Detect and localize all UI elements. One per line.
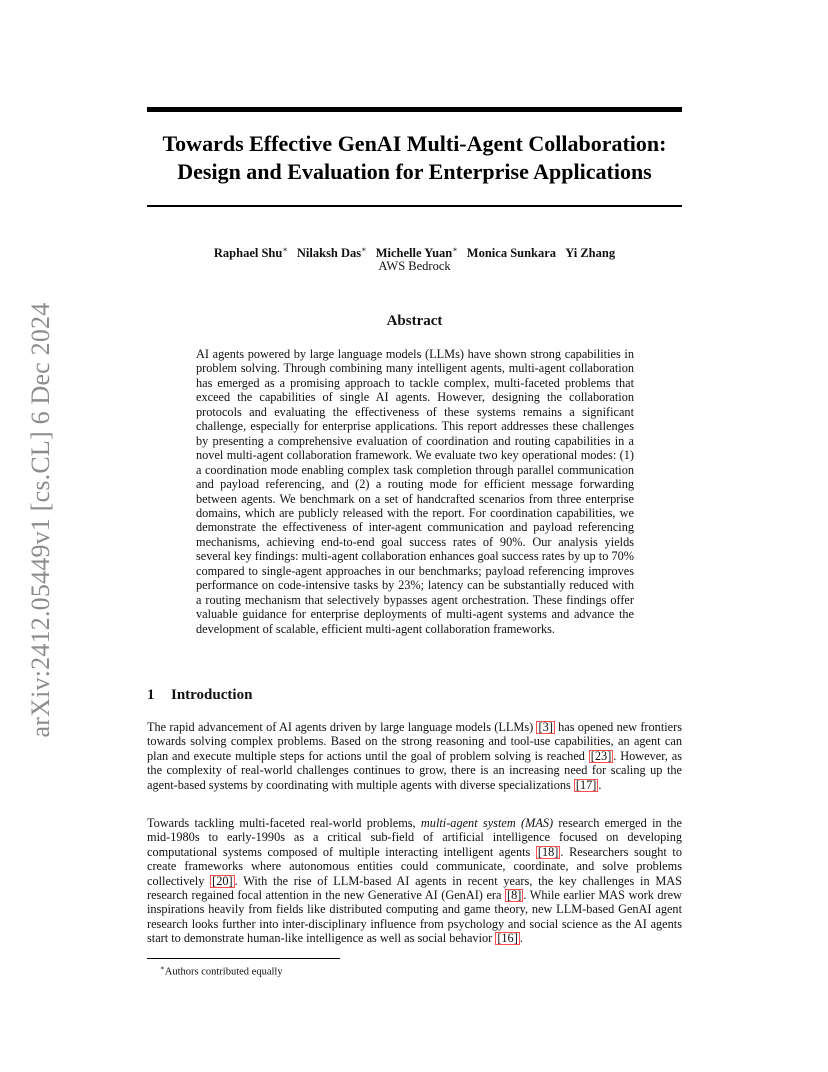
- text-run: . Researchers sought to create frameworks where autonomous entities could communicate, coordinate, and solve problems collectively: [147, 844, 682, 888]
- arxiv-identifier: arXiv:2412.05449v1 [cs.CL] 6 Dec 2024: [26, 302, 55, 738]
- abstract-text: AI agents powered by large language models (LLMs) have shown strong capabilities in problem solving. Through combining many intelligent agents, multi-agent collaboration has emerged as a promising approach to tackle complex, multi-faceted problems that exceed the capabilities of single AI agents. However, designing the collaboration protocols and evaluating the effectiveness of these systems remains a significant challenge, especially for enterprise applications. This report addresses these challenges by presenting a comprehensive evaluation of coordination and routing capabilities in a novel multi-agent collaboration framework. We evaluate two key operational modes: (1) a coordination mode enabling complex task completion through parallel communication and payload referencing, and (2) a routing mode for efficient message forwarding between agents. We benchmark on a set of handcrafted scenarios from three enterprise domains, which are publicly released with the report. For coordination capabilities, we demonstrate the effectiveness of inter-agent communication and payload referencing mechanisms, achieving end-to-end goal success rates of 90%. Our analysis yields several key findings: multi-agent collaboration enhances goal success rates by up to 70% compared to single-agent approaches in our benchmarks; payload referencing improves performance on code-intensive tasks by 23%; latency can be substantially reduced with a routing mechanism that selectively bypasses agent orchestration. These findings offer valuable guidance for enterprise deployments of multi-agent systems and advance the development of scalable, efficient multi-agent collaboration frameworks.: [196, 347, 634, 636]
- citation-link[interactable]: [3]: [538, 720, 553, 734]
- footnote: [160, 962, 283, 979]
- text-run: The rapid advancement of AI agents driven by large language models (LLMs): [147, 720, 537, 734]
- section-heading: [147, 685, 682, 705]
- title-bottom-rule: [147, 205, 682, 207]
- author-mark: ∗: [452, 245, 458, 254]
- affiliation: AWS Bedrock: [378, 259, 451, 273]
- citation-link[interactable]: [8]: [507, 888, 522, 903]
- author-name: Nilaksh Das: [296, 246, 362, 261]
- intro-paragraph-1: [147, 720, 682, 792]
- text-run: . With the rise of LLM-based AI agents in recent years, the key challenges in MAS research regained focal attention in the new Generative AI (GenAI) era: [147, 873, 682, 903]
- emphasis-term: multi-agent system (MAS): [420, 816, 554, 830]
- citation-link[interactable]: [20]: [212, 873, 233, 888]
- text-run: Towards tackling multi-faceted real-world problems,: [147, 816, 421, 830]
- text-run: .: [519, 931, 523, 946]
- citation-link[interactable]: [16]: [497, 931, 518, 946]
- text-run: has opened new frontiers towards solving complex problems. Based on the strong reasoning and tool-use capabilities, an agent can plan and execute multiple steps for actions until the goal of problem solving is reached: [147, 720, 682, 763]
- author-name: Raphael Shu: [213, 246, 283, 261]
- text-run: research emerged in the mid-1980s to early-1990s as a critical sub-field of artificial intelligence focused on developing computational systems composed of multiple interacting intelligent agents: [147, 816, 682, 859]
- author-mark: ∗: [282, 245, 288, 254]
- abstract-heading: Abstract: [386, 313, 443, 329]
- paper-title: [147, 130, 682, 186]
- footnote-text: Authors contributed equally: [164, 966, 283, 978]
- text-run: . While earlier MAS work drew inspirations heavily from fields like distributed computing and game theory, new LLM-based GenAI agent research looks further into inter-disciplinary influence from psychology and social science as the AI agents start to demonstrate human-like intelligence as well as social behavior: [147, 888, 682, 946]
- title-line-2: Design and Evaluation for Enterprise Applications: [177, 159, 652, 184]
- footnote-rule: [147, 958, 340, 959]
- intro-paragraph-2: [147, 816, 682, 946]
- title-top-rule: [147, 107, 682, 112]
- author-name: Monica Sunkara: [466, 246, 557, 261]
- footnote-mark: ∗: [160, 964, 165, 972]
- title-line-1: Towards Effective GenAI Multi-Agent Collaboration:: [162, 131, 667, 156]
- citation-link[interactable]: [17]: [575, 777, 597, 792]
- text-run: . However, as the complexity of real-world challenges continues to grow, there is an increasing need for scaling up the agent-based systems by coordinating with multiple agents with diverse specializations: [147, 748, 682, 792]
- citation-link[interactable]: [23]: [590, 748, 612, 763]
- section-number: 1: [147, 687, 155, 703]
- section-title: Introduction: [171, 687, 253, 703]
- author-mark: ∗: [361, 245, 367, 254]
- text-run: .: [598, 777, 602, 792]
- citation-link[interactable]: [18]: [537, 844, 559, 859]
- author-name: Yi Zhang: [565, 246, 616, 261]
- author-name: Michelle Yuan: [375, 246, 453, 261]
